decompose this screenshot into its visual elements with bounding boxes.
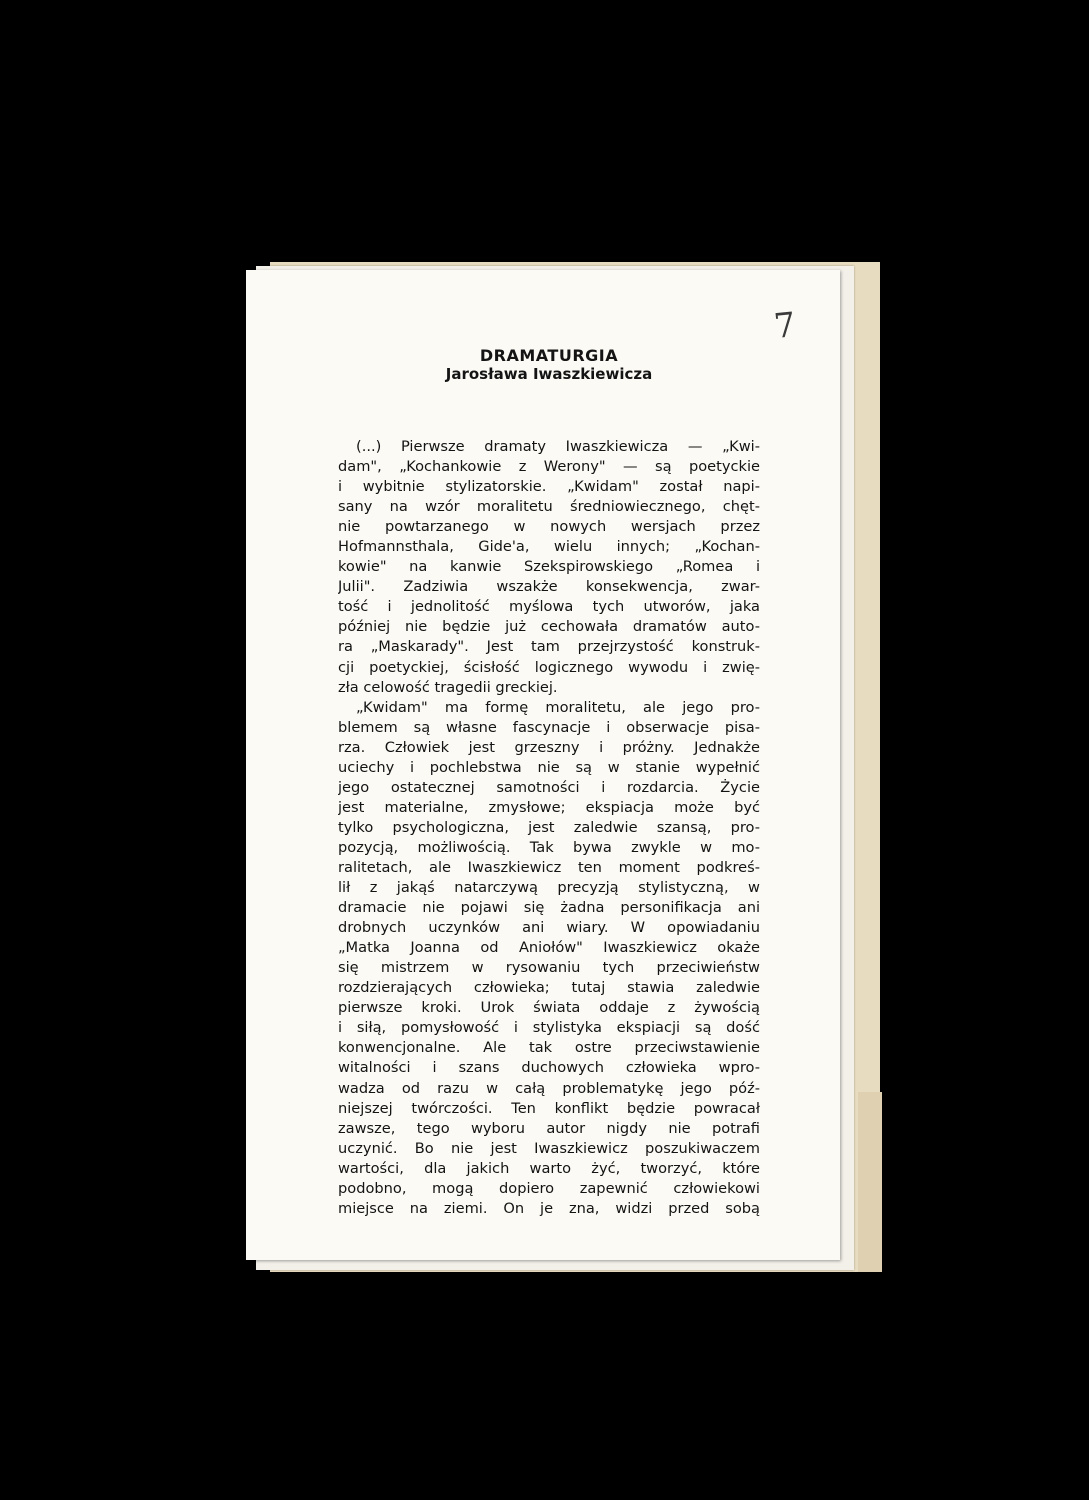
text-line: tość i jednolitość myślowa tych utworów, jaka bbox=[338, 598, 760, 616]
text-line: dam", „Kochankowie z Werony" — są poetyckie bbox=[338, 458, 760, 476]
text-line: i wybitnie stylizatorskie. „Kwidam" został napi- bbox=[338, 478, 760, 496]
article bbox=[338, 346, 760, 1219]
text-line: rza. Człowiek jest grzeszny i próżny. Jednakże bbox=[338, 738, 760, 756]
text-line: blemem są własne fascynacje i obserwacje pisa- bbox=[338, 718, 760, 736]
text-line: później nie będzie już cechowała dramatów auto- bbox=[338, 618, 760, 636]
text-line: kowie" na kanwie Szekspirowskiego „Romea i bbox=[338, 558, 760, 576]
text-line: Hofmannsthala, Gide'a, wielu innych; „Kochan- bbox=[338, 538, 760, 556]
text-line: pierwsze kroki. Urok świata oddaje z żywością bbox=[338, 999, 760, 1017]
text-line: miejsce na ziemi. On je zna, widzi przed sobą bbox=[338, 1199, 760, 1217]
text-line: podobno, mogą dopiero zapewnić człowiekowi bbox=[338, 1179, 760, 1197]
text-line: ra „Maskarady". Jest tam przejrzystość konstruk- bbox=[338, 638, 760, 656]
back-sheet-tab bbox=[858, 1092, 882, 1272]
text-line: „Kwidam" ma formę moralitetu, ale jego pro- bbox=[356, 698, 760, 716]
text-line: (...) Pierwsze dramaty Iwaszkiewicza — „Kwi- bbox=[356, 438, 760, 455]
text-line: uczynić. Bo nie jest Iwaszkiewicz poszukiwaczem bbox=[338, 1139, 760, 1157]
article-subtitle: Jarosława Iwaszkiewicza bbox=[445, 365, 653, 383]
text-line: dramacie nie pojawi się żadna personifikacja ani bbox=[338, 899, 760, 917]
text-line: ralitetach, ale Iwaszkiewicz ten moment podkreś- bbox=[338, 858, 760, 876]
text-line: wartości, dla jakich warto żyć, tworzyć, które bbox=[338, 1159, 760, 1177]
text-line: pozycją, możliwością. Tak bywa zwykle w mo- bbox=[338, 838, 760, 856]
text-line: drobnych uczynków ani wiary. W opowiadaniu bbox=[338, 919, 760, 937]
text-line: „Matka Joanna od Aniołów" Iwaszkiewicz okaże bbox=[338, 939, 760, 957]
text-line: zawsze, tego wyboru autor nigdy nie potrafi bbox=[338, 1119, 760, 1137]
text-line: niejszej twórczości. Ten konflikt będzie powracał bbox=[338, 1099, 760, 1117]
handwritten-page-number: 7 bbox=[771, 304, 798, 348]
text-line: tylko psychologiczna, jest zaledwie szansą, pro- bbox=[338, 818, 760, 836]
text-line: cji poetyckiej, ścisłość logicznego wywodu i zwię- bbox=[338, 658, 760, 676]
article-title: DRAMATURGIA bbox=[479, 346, 619, 365]
text-line: i siłą, pomysłowość i stylistyka ekspiacji są dość bbox=[338, 1019, 760, 1037]
text-line: sany na wzór moralitetu średniowiecznego, chęt- bbox=[338, 498, 760, 516]
text-line: nie powtarzanego w nowych wersjach przez bbox=[338, 518, 760, 536]
text-line: jego ostatecznej samotności i rozdarcia. Życie bbox=[338, 778, 760, 796]
text-line: lił z jakąś natarczywą precyzją stylistyczną, w bbox=[338, 879, 760, 897]
text-line: jest materialne, zmysłowe; ekspiacja może być bbox=[338, 798, 760, 816]
text-line: wadza od razu w całą problematykę jego póź- bbox=[338, 1079, 760, 1097]
text-line: się mistrzem w rysowaniu tych przeciwieństw bbox=[338, 959, 760, 977]
article-body bbox=[338, 437, 760, 1219]
text-line: uciechy i pochlebstwa nie są w stanie wypełnić bbox=[338, 758, 760, 776]
text-line: Julii". Zadziwia wszakże konsekwencja, zwar- bbox=[338, 578, 760, 596]
text-line: rozdzierających człowieka; tutaj stawia zaledwie bbox=[338, 979, 760, 997]
text-line: konwencjonalne. Ale tak ostre przeciwstawienie bbox=[338, 1039, 760, 1057]
text-line: witalności i szans duchowych człowieka wpro- bbox=[338, 1059, 760, 1077]
text-line: zła celowość tragedii greckiej. bbox=[338, 678, 558, 696]
